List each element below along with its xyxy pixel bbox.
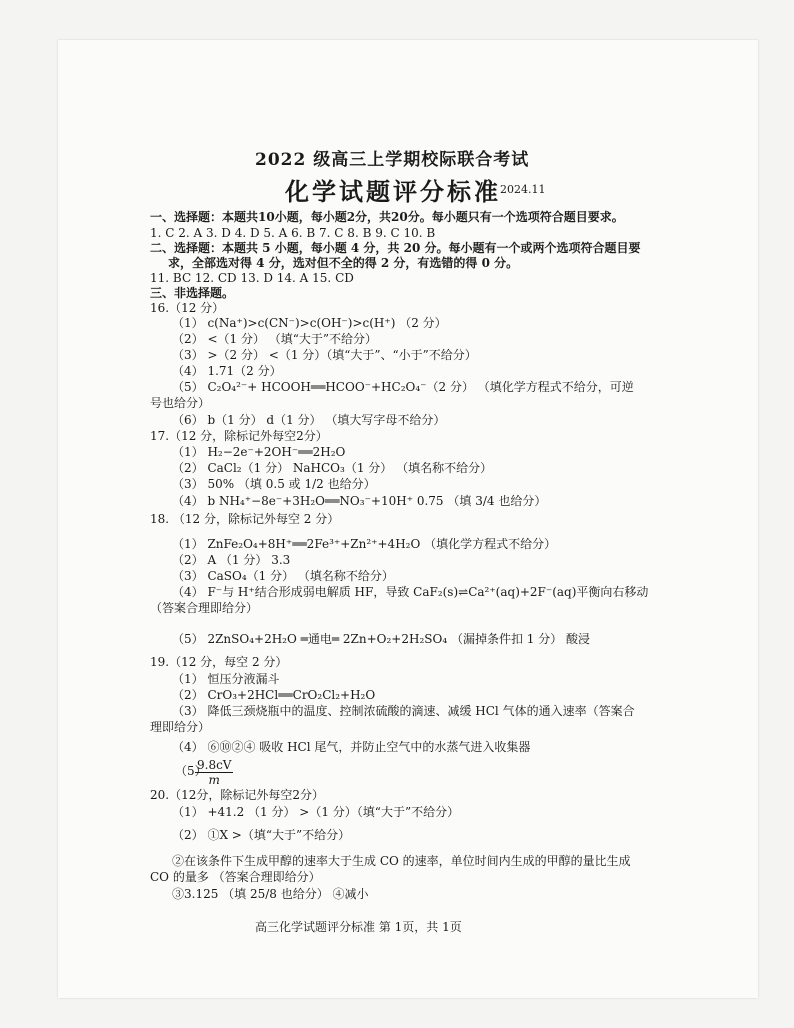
answer-line: 求，全部选对得 4 分，选对但不全的得 2 分，有选错的得 0 分。 [168, 256, 519, 270]
answer-line: （1） +41.2 （1 分） >（1 分）（填“大于”不给分） [172, 805, 460, 819]
answer-line: （4） ⑥⑩②④ 吸收 HCl 尾气，并防止空气中的水蒸气进入收集器 [172, 740, 531, 754]
fraction-numerator: 9.8cV [197, 758, 232, 772]
answer-line: 一、选择题：本题共10小题，每小题2分，共20分。每小题只有一个选项符合题目要求。 [150, 210, 624, 224]
answer-line: （2） CaCl₂（1 分） NaHCO₃（1 分） （填名称不给分） [172, 461, 493, 475]
answer-line: （1） ZnFe₂O₄+8H⁺══2Fe³⁺+Zn²⁺+4H₂O （填化学方程式不给分） [172, 537, 557, 551]
answer-line: （2） CrO₃+2HCl══CrO₂Cl₂+H₂O [172, 688, 376, 702]
answer-line: （2） A （1 分） 3.3 [172, 553, 291, 567]
answer-line: （2） ①X >（填“大于”不给分） [172, 828, 351, 842]
q19-5-label: （5） [175, 764, 207, 778]
answer-line: （4） 1.71（2 分） [172, 364, 282, 378]
answer-line: CO 的量多 （答案合理即给分） [150, 870, 321, 884]
answer-line: （3） >（2 分） <（1 分）（填“大于”、“小于”不给分） [172, 348, 477, 362]
page-footer: 高三化学试题评分标准 第 1页，共 1页 [255, 920, 462, 934]
answer-line: 二、选择题：本题共 5 小题，每小题 4 分，共 20 分。每小题有一个或两个选项符合题目要 [150, 241, 641, 255]
answer-line: 理即给分） [150, 720, 211, 734]
answer-line: （1） c(Na⁺)>c(CN⁻)>c(OH⁻)>c(H⁺) （2 分） [172, 316, 447, 330]
answer-line: （3） CaSO₄（1 分） （填名称不给分） [172, 569, 394, 583]
answer-line: 17.（12 分，除标记外每空2分） [150, 429, 328, 443]
answer-line: 16.（12 分） [150, 301, 225, 315]
answer-line: 19.（12 分，每空 2 分） [150, 655, 288, 669]
answer-line: （答案合理即给分） [150, 601, 259, 615]
answer-line: （6） b（1 分） d（1 分） （填大写字母不给分） [172, 413, 446, 427]
answer-line: 三、非选择题。 [150, 286, 235, 300]
answer-line: （5） 2ZnSO₄+2H₂O ═通电═ 2Zn+O₂+2H₂SO₄ （漏掉条件扣 1 分） 酸浸 [172, 632, 591, 646]
document-date: 2024.11 [500, 183, 546, 196]
q19-5-fraction [195, 758, 233, 787]
answer-line: （4） F⁻与 H⁺结合形成弱电解质 HF，导致 CaF₂(s)⇌Ca²⁺(aq)+2F⁻(aq)平衡向右移动 [172, 585, 649, 599]
answer-line: （5） C₂O₄²⁻+ HCOOH══HCOO⁻+HC₂O₄⁻（2 分） （填化学方程式不给分，可逆 [172, 380, 634, 394]
answer-line: （3） 降低三颈烧瓶中的温度、控制浓硫酸的滴速、减缓 HCl 气体的通入速率（答案合 [172, 704, 635, 718]
answer-line: （1） 恒压分液漏斗 [172, 672, 280, 686]
answer-line: 18. （12 分，除标记外每空 2 分） [150, 512, 340, 526]
answer-line: （4） b NH₄⁺−8e⁻+3H₂O══NO₃⁻+10H⁺ 0.75 （填 3/4 也给分） [172, 494, 547, 508]
answer-line: （3） 50% （填 0.5 或 1/2 也给分） [172, 477, 376, 491]
answer-line: （1） H₂−2e⁻+2OH⁻══2H₂O [172, 445, 346, 459]
answer-line: 1. C 2. A 3. D 4. D 5. A 6. B 7. C 8. B 9. C 10. B [150, 226, 436, 240]
answer-line: （2） <（1 分） （填“大于”不给分） [172, 332, 378, 346]
answer-line: 20.（12分，除标记外每空2分） [150, 788, 324, 802]
answer-line: ③3.125 （填 25/8 也给分） ④减小 [172, 887, 369, 901]
document-title: 化学试题评分标准 [285, 177, 501, 206]
answer-line: 号也给分） [150, 396, 211, 410]
fraction-denominator: m [208, 773, 220, 787]
answer-line: 11. BC 12. CD 13. D 14. A 15. CD [150, 271, 354, 285]
answer-line: ②在该条件下生成甲醇的速率大于生成 CO 的速率，单位时间内生成的甲醇的量比生成 [172, 854, 631, 868]
exam-title: 2022 级高三上学期校际联合考试 [255, 150, 530, 170]
